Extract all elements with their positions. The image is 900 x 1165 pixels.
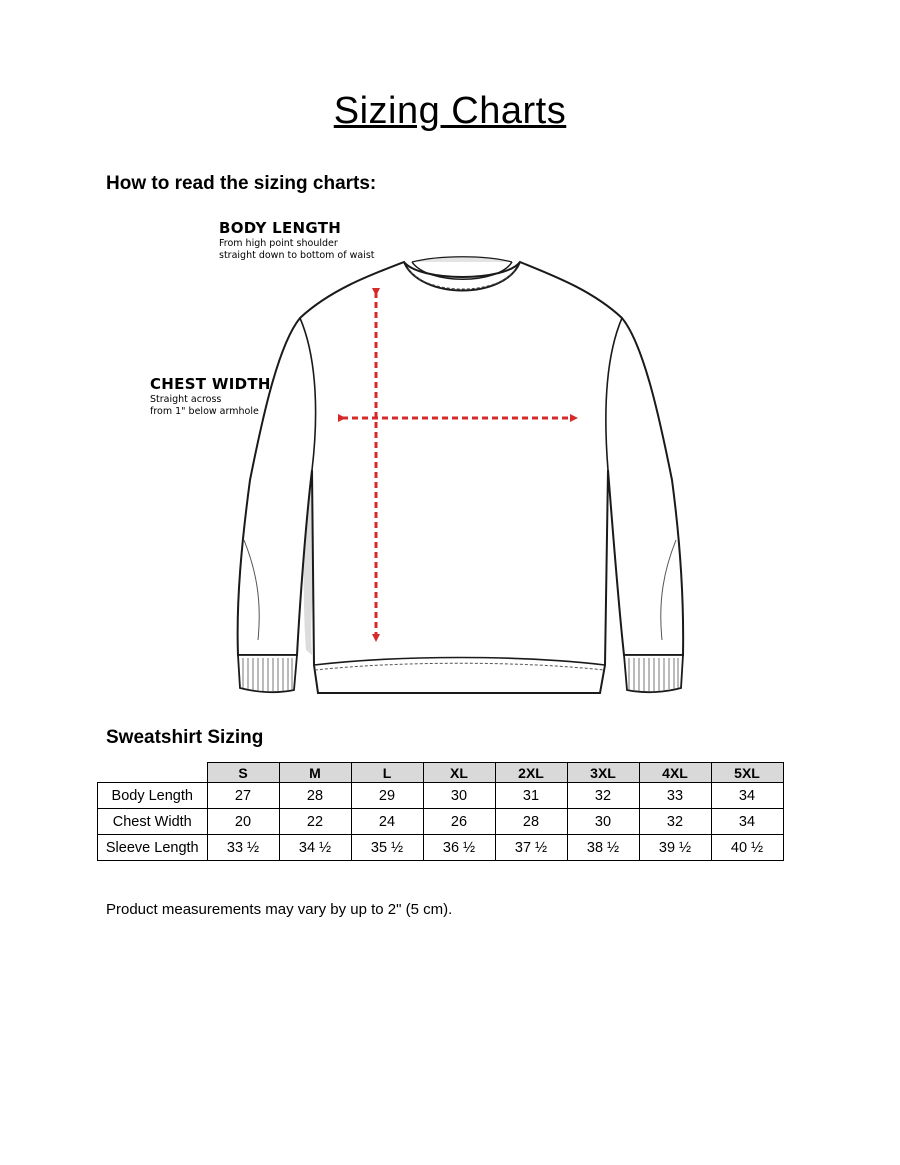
body-length-label: BODY LENGTH bbox=[219, 219, 342, 237]
header-blank-cell bbox=[98, 763, 208, 783]
table-cell: 38 ½ bbox=[567, 835, 639, 861]
table-cell: 27 bbox=[207, 783, 279, 809]
table-cell: 35 ½ bbox=[351, 835, 423, 861]
table-cell: 24 bbox=[351, 809, 423, 835]
table-cell: 30 bbox=[567, 809, 639, 835]
size-header-cell: 2XL bbox=[495, 763, 567, 783]
table-row bbox=[98, 835, 784, 861]
table-cell: 39 ½ bbox=[639, 835, 711, 861]
table-row bbox=[98, 809, 784, 835]
measurement-note: Product measurements may vary by up to 2" (5 cm). bbox=[106, 901, 453, 918]
size-header-cell: 5XL bbox=[711, 763, 783, 783]
table-cell: 31 bbox=[495, 783, 567, 809]
chest-width-label: CHEST WIDTH bbox=[150, 375, 271, 393]
table-cell: 33 ½ bbox=[207, 835, 279, 861]
table-cell: 20 bbox=[207, 809, 279, 835]
size-header-row bbox=[98, 763, 784, 783]
size-header-cell: S bbox=[207, 763, 279, 783]
body-length-line-1: From high point shoulder bbox=[219, 238, 338, 249]
table-cell: 28 bbox=[279, 783, 351, 809]
table-cell: 26 bbox=[423, 809, 495, 835]
size-header-cell: M bbox=[279, 763, 351, 783]
size-header-cell: 4XL bbox=[639, 763, 711, 783]
table-cell: 34 bbox=[711, 783, 783, 809]
table-cell: 33 bbox=[639, 783, 711, 809]
row-label: Body Length bbox=[98, 783, 208, 809]
table-cell: 34 bbox=[711, 809, 783, 835]
row-label: Sleeve Length bbox=[98, 835, 208, 861]
chest-width-line-2: from 1" below armhole bbox=[150, 406, 259, 417]
size-header-cell: 3XL bbox=[567, 763, 639, 783]
table-cell: 36 ½ bbox=[423, 835, 495, 861]
how-to-heading: How to read the sizing charts: bbox=[106, 173, 377, 194]
size-header-cell: L bbox=[351, 763, 423, 783]
table-cell: 22 bbox=[279, 809, 351, 835]
table-cell: 37 ½ bbox=[495, 835, 567, 861]
table-cell: 34 ½ bbox=[279, 835, 351, 861]
table-heading: Sweatshirt Sizing bbox=[106, 727, 264, 748]
body-length-line-2: straight down to bottom of waist bbox=[219, 250, 375, 261]
table-cell: 32 bbox=[567, 783, 639, 809]
table-cell: 30 bbox=[423, 783, 495, 809]
collar-back bbox=[412, 257, 512, 262]
size-header-cell: XL bbox=[423, 763, 495, 783]
sizing-table bbox=[97, 762, 784, 861]
table-cell: 40 ½ bbox=[711, 835, 783, 861]
table-cell: 28 bbox=[495, 809, 567, 835]
table-cell: 32 bbox=[639, 809, 711, 835]
table-row bbox=[98, 783, 784, 809]
sweatshirt-outline bbox=[238, 262, 684, 693]
page-title: Sizing Charts bbox=[333, 90, 567, 132]
table-cell: 29 bbox=[351, 783, 423, 809]
row-label: Chest Width bbox=[98, 809, 208, 835]
chest-width-line-1: Straight across bbox=[150, 394, 222, 405]
